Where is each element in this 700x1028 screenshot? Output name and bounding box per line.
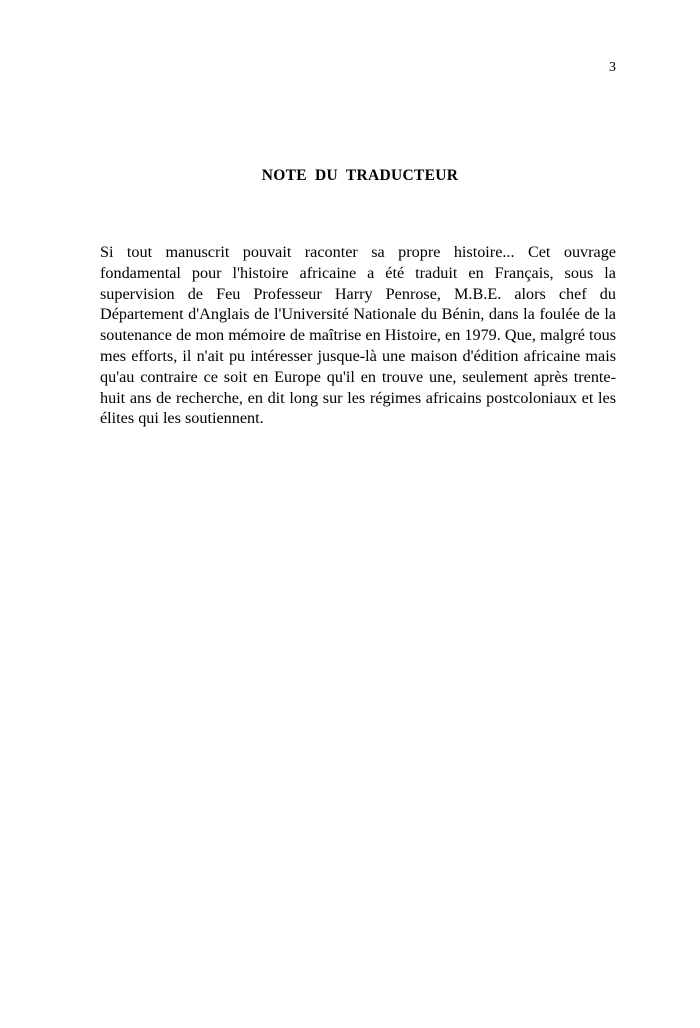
body-paragraph: Si tout manuscrit pouvait raconter sa propre histoire... Cet ouvrage fondamental pour l'histoire africaine a été traduit en Français, sous la supervision de Feu Professeur Harry Penrose, M.B.E. alors chef du Département d'Anglais de l'Université Nationale du Bénin, dans la foulée de la soutenance de mon mémoire de maîtrise en Histoire, en 1979. Que, malgré tous mes efforts, il n'ait pu intéresser jusque-là une maison d'édition africaine mais qu'au contraire ce soit en Europe qu'il en trouve une, seulement après trente-huit ans de recherche, en dit long sur les régimes africains postcoloniaux et les élites qui les soutiennent. bbox=[100, 243, 616, 428]
page-number: 3 bbox=[609, 60, 616, 75]
section-heading: NOTE DU TRADUCTEUR bbox=[261, 167, 459, 184]
